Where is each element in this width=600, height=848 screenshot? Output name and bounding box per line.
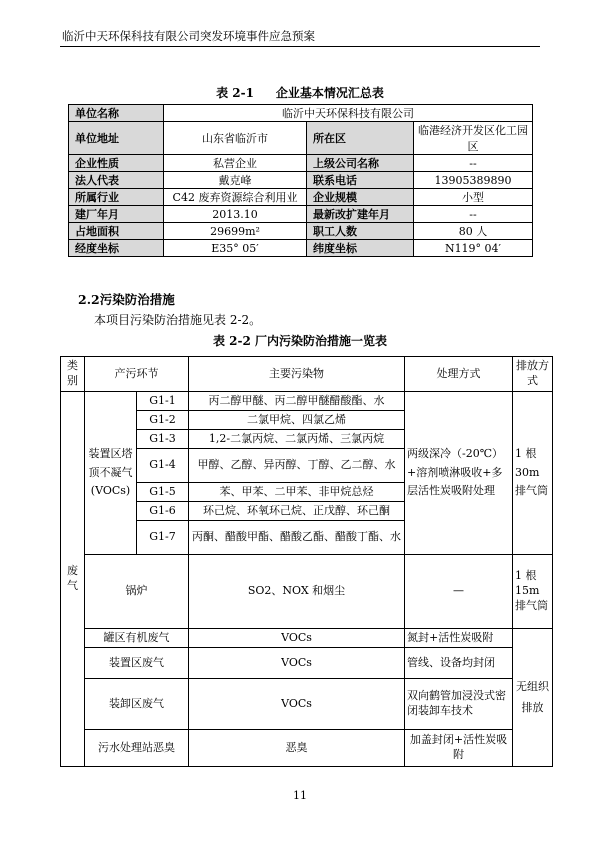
info-label: 职工人数 bbox=[307, 223, 414, 240]
table-row bbox=[69, 155, 533, 172]
pollutant-cell: VOCs bbox=[189, 679, 405, 730]
info-label: 联系电话 bbox=[307, 172, 414, 189]
company-name-label: 单位名称 bbox=[69, 105, 164, 122]
info-value: 13905389890 bbox=[414, 172, 533, 189]
info-label: 所在区 bbox=[307, 122, 414, 155]
header-rule bbox=[60, 46, 540, 47]
treatment-cell: 双向鹤管加浸没式密闭装卸车技术 bbox=[405, 679, 513, 730]
pollutant-cell: 环己烷、环氧环己烷、正戊醇、环己酮 bbox=[189, 502, 405, 521]
table-row bbox=[69, 189, 533, 206]
table-row bbox=[61, 679, 553, 730]
stage-code: G1-2 bbox=[137, 411, 189, 430]
stage-code: G1-7 bbox=[137, 521, 189, 555]
pollution-measures-table bbox=[60, 356, 553, 767]
table-row bbox=[61, 648, 553, 679]
table1-caption bbox=[0, 84, 600, 101]
info-value: -- bbox=[414, 155, 533, 172]
info-value: -- bbox=[414, 206, 533, 223]
info-label: 企业性质 bbox=[69, 155, 164, 172]
stage-cell: 罐区有机废气 bbox=[85, 629, 189, 648]
stage-cell: 锅炉 bbox=[85, 555, 189, 629]
table-row bbox=[69, 223, 533, 240]
stage-cell: 装置区废气 bbox=[85, 648, 189, 679]
stage-header: 产污环节 bbox=[85, 357, 189, 392]
pollutant-cell: 二氯甲烷、四氯乙烯 bbox=[189, 411, 405, 430]
info-value: 29699m² bbox=[164, 223, 307, 240]
info-value: 戴克峰 bbox=[164, 172, 307, 189]
stage-code: G1-5 bbox=[137, 483, 189, 502]
pollutant-header: 主要污染物 bbox=[189, 357, 405, 392]
stage-cell: 装卸区废气 bbox=[85, 679, 189, 730]
table-row bbox=[69, 172, 533, 189]
pollutant-cell: 苯、甲苯、二甲苯、非甲烷总烃 bbox=[189, 483, 405, 502]
company-name-value: 临沂中天环保科技有限公司 bbox=[164, 105, 533, 122]
treatment-header: 处理方式 bbox=[405, 357, 513, 392]
info-label: 法人代表 bbox=[69, 172, 164, 189]
table-row bbox=[69, 240, 533, 257]
page-number: 11 bbox=[293, 789, 307, 802]
stage-code: G1-3 bbox=[137, 430, 189, 449]
table-header-row bbox=[61, 357, 553, 392]
treatment-cell: 管线、设备均封闭 bbox=[405, 648, 513, 679]
pollutant-cell: 1,2-二氯丙烷、二氯丙烯、三氯丙烷 bbox=[189, 430, 405, 449]
discharge-cell: 1 根 15m 排气筒 bbox=[513, 555, 553, 629]
info-value: 2013.10 bbox=[164, 206, 307, 223]
enterprise-info-table bbox=[68, 104, 533, 257]
category-cell: 废气 bbox=[61, 392, 85, 767]
pollutant-cell: 恶臭 bbox=[189, 730, 405, 767]
treatment-cell: — bbox=[405, 555, 513, 629]
stage-code: G1-4 bbox=[137, 449, 189, 483]
tower-gas-label: 装置区塔顶不凝气(VOCs) bbox=[85, 392, 137, 555]
info-value: 私营企业 bbox=[164, 155, 307, 172]
table2-caption: 表 2-2 厂内污染防治措施一览表 bbox=[212, 334, 388, 348]
info-label: 所属行业 bbox=[69, 189, 164, 206]
pollutant-cell: 丙二醇甲醚、丙二醇甲醚醋酸酯、水 bbox=[189, 392, 405, 411]
stage-code: G1-6 bbox=[137, 502, 189, 521]
info-value: 小型 bbox=[414, 189, 533, 206]
section-title: 2.2污染防治措施 bbox=[78, 292, 175, 307]
pollutant-cell: VOCs bbox=[189, 629, 405, 648]
pollutant-cell: 丙酮、醋酸甲酯、醋酸乙酯、醋酸丁酯、水 bbox=[189, 521, 405, 555]
info-value: 临港经济开发区化工园区 bbox=[414, 122, 533, 155]
stage-cell: 污水处理站恶臭 bbox=[85, 730, 189, 767]
table-row bbox=[61, 629, 553, 648]
stage-code: G1-1 bbox=[137, 392, 189, 411]
table1-caption-title: 企业基本情况汇总表 bbox=[275, 86, 384, 100]
info-label: 占地面积 bbox=[69, 223, 164, 240]
pollutant-cell: 甲醇、乙醇、异丙醇、丁醇、乙二醇、水 bbox=[189, 449, 405, 483]
unorganized-discharge-cell: 无组织排放 bbox=[513, 629, 553, 767]
table1-caption-number: 表 2-1 bbox=[216, 86, 254, 100]
info-label: 企业规模 bbox=[307, 189, 414, 206]
info-label: 纬度坐标 bbox=[307, 240, 414, 257]
pollutant-cell: SO2、NOX 和烟尘 bbox=[189, 555, 405, 629]
treatment-cell: 加盖封闭+活性炭吸附 bbox=[405, 730, 513, 767]
treatment-cell: 氮封+活性炭吸附 bbox=[405, 629, 513, 648]
table-row bbox=[69, 105, 533, 122]
info-value: E35° 05′ bbox=[164, 240, 307, 257]
table-row bbox=[69, 122, 533, 155]
treatment-cell: 两级深冷（-20℃）+溶剂喷淋吸收+多层活性炭吸附处理 bbox=[405, 392, 513, 555]
info-value: 80 人 bbox=[414, 223, 533, 240]
table-row bbox=[69, 206, 533, 223]
info-label: 经度坐标 bbox=[69, 240, 164, 257]
info-value: C42 废弃资源综合利用业 bbox=[164, 189, 307, 206]
table-row bbox=[61, 555, 553, 629]
info-label: 单位地址 bbox=[69, 122, 164, 155]
info-label: 上级公司名称 bbox=[307, 155, 414, 172]
discharge-cell: 1 根 30m 排气筒 bbox=[513, 392, 553, 555]
document-header: 临沂中天环保科技有限公司突发环境事件应急预案 bbox=[62, 29, 315, 43]
info-value: N119° 04′ bbox=[414, 240, 533, 257]
category-header: 类别 bbox=[61, 357, 85, 392]
table-row bbox=[61, 392, 553, 411]
section-text: 本项目污染防治措施见表 2-2。 bbox=[94, 313, 262, 327]
pollutant-cell: VOCs bbox=[189, 648, 405, 679]
info-label: 建厂年月 bbox=[69, 206, 164, 223]
discharge-header: 排放方式 bbox=[513, 357, 553, 392]
info-label: 最新改扩建年月 bbox=[307, 206, 414, 223]
info-value: 山东省临沂市 bbox=[164, 122, 307, 155]
